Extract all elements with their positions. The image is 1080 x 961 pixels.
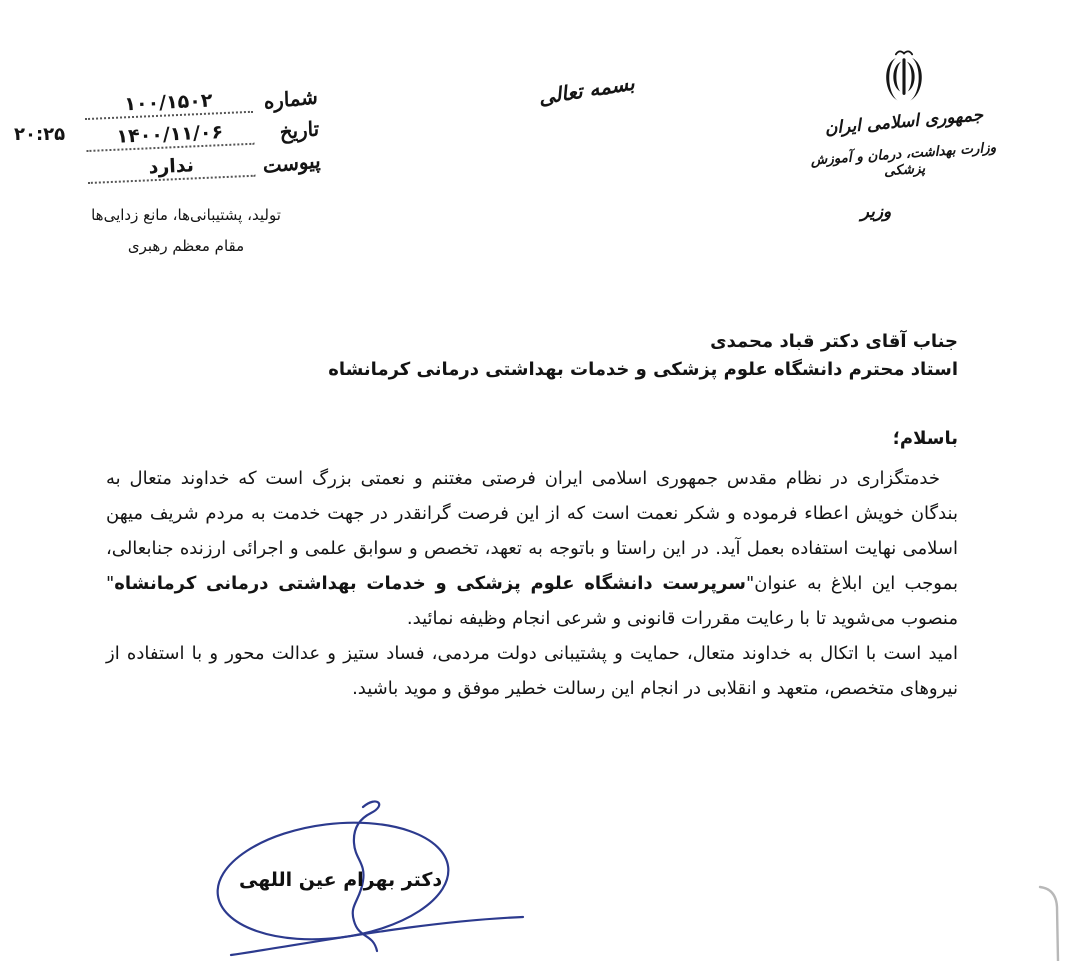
- page-edge-curl: [994, 879, 1074, 961]
- addressee-title: استاد محترم دانشگاه علوم پزشکی و خدمات بهداشتی درمانی کرمانشاه: [328, 359, 958, 380]
- date-label: تاریخ: [274, 116, 321, 145]
- slogan-line1: تولید، پشتیبانی‌ها، مانع زدایی‌ها: [91, 206, 281, 224]
- org-name-line1: جمهوری اسلامی ایران: [824, 105, 984, 139]
- timestamp: ۲۰:۲۵: [14, 124, 66, 145]
- paragraph1-tail: " منصوب می‌شوید تا با رعایت مقررات قانونی و شرعی انجام وظیفه نمائید.: [106, 573, 958, 629]
- number-value: ۱۰۰/۱۵۰۲: [84, 88, 253, 120]
- salutation: باسلام؛: [892, 428, 958, 449]
- reference-number-row: [84, 84, 320, 120]
- appointment-title: سرپرست دانشگاه علوم پزشکی و خدمات بهداشتی درمانی کرمانشاه: [114, 573, 746, 594]
- signature-block: [203, 793, 537, 961]
- org-name-line2: وزارت بهداشت، درمان و آموزش پزشکی: [810, 139, 997, 180]
- minister-title: وزیر: [860, 202, 892, 222]
- letterhead: [798, 48, 1010, 222]
- letter-body: [106, 461, 958, 706]
- paragraph1-lead: خدمتگزاری در نظام مقدس جمهوری اسلامی ایران فرصتی مغتنم و نعمتی بزرگ است که خداوند متعال به بندگان خویش اعطاء فرموده و شکر نعمت است که از این فرصت گرانقدر در جهت خدمت به مردم شریف میهن اسلامی نهایت استفاده بعمل آید. در این راستا و باتوجه به تعهد، تخصص و سوابق علمی و اجرائی ارزنده جنابعالی، بموجب این ابلاغ به عنوان": [106, 468, 958, 594]
- bismillah-heading: بسمه تعالی: [536, 70, 637, 110]
- number-label: شماره: [258, 84, 320, 114]
- slogan-line2: مقام معظم رهبری: [127, 237, 245, 255]
- signer-name: دکتر بهرام عین اللهی: [239, 869, 443, 891]
- date-value: ۱۴۰۰/۱۱/۰۶: [85, 120, 254, 152]
- addressee-name: جناب آقای دکتر قباد محمدی: [710, 331, 958, 352]
- addressee-block: [328, 328, 958, 384]
- attachment-value: ندارد: [87, 152, 256, 184]
- paragraph-appointment: [106, 461, 958, 636]
- paragraph-wishes: امید است با اتکال به خداوند متعال، حمایت و پشتیبانی دولت مردمی، فساد ستیز و عدالت محور و با استفاده از نیروهای متخصص، متعهد و انقلابی در انجام این رسالت خطیر موفق و موید باشید.: [106, 643, 958, 699]
- iran-national-emblem-icon: [876, 48, 932, 106]
- year-slogan: [86, 200, 286, 262]
- attachment-label: پیوست: [257, 148, 323, 178]
- reference-attachment-row: [87, 148, 323, 184]
- reference-block: [84, 84, 323, 191]
- reference-date-row: [85, 116, 321, 152]
